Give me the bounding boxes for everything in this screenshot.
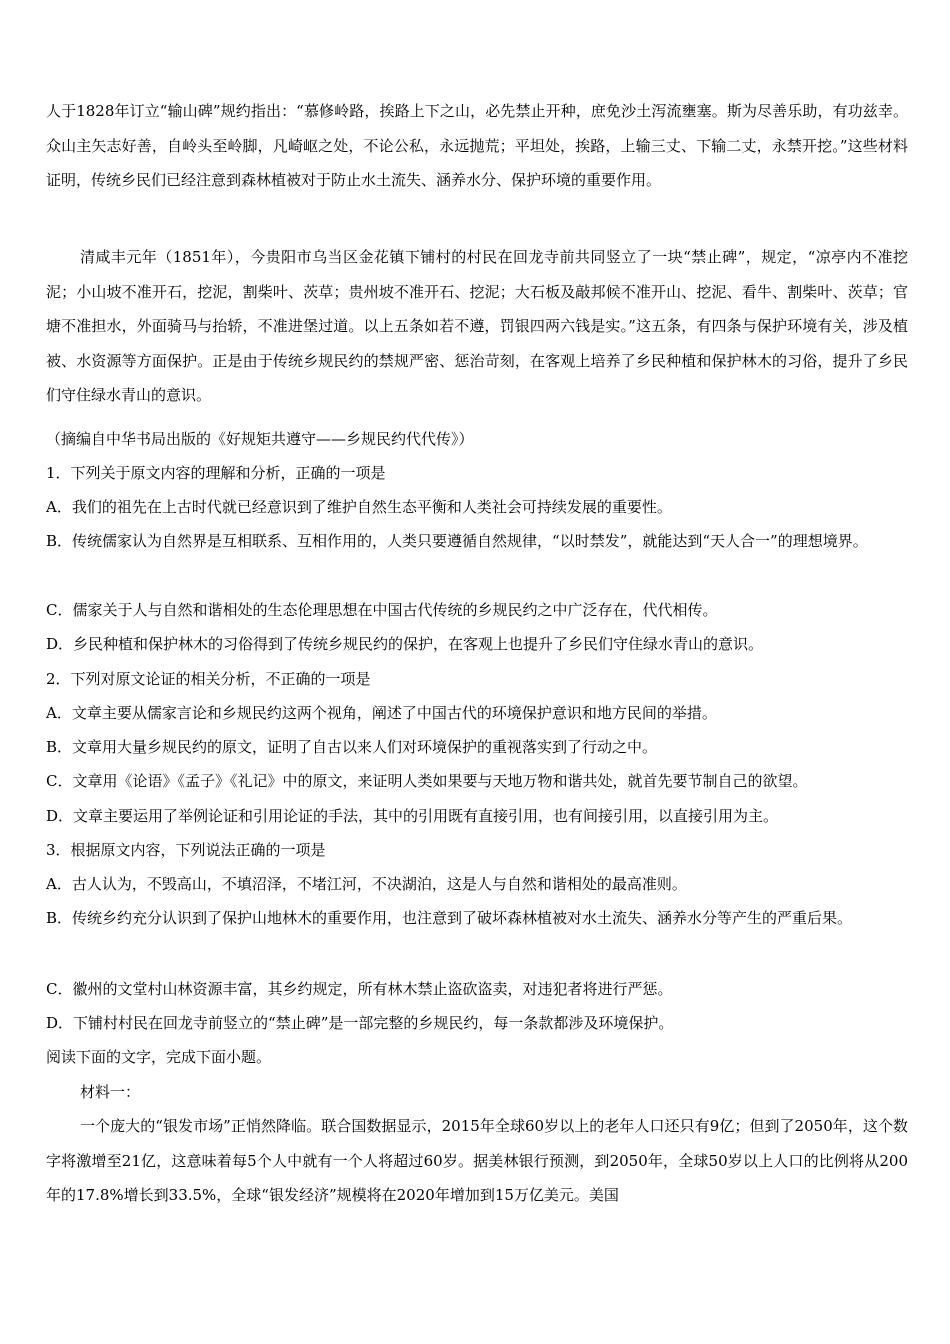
question-3-option-b: B．传统乡约充分认识到了保护山地林木的重要作用，也注意到了破坏森林植被对水土流失、涵养水分等产生的严重后果。	[46, 909, 853, 927]
question-1-option-a: A．我们的祖先在上古时代就已经意识到了维护自然生态平衡和人类社会可持续发展的重要性。	[46, 498, 672, 516]
question-2-option-d: D．文章主要运用了举例论证和引用论证的手法，其中的引用既有直接引用，也有间接引用，以直接引用为主。	[46, 807, 779, 825]
question-3-stem: 3．根据原文内容，下列说法正确的一项是	[46, 841, 326, 859]
question-3-option-c: C．徽州的文堂村山林资源丰富，其乡约规定，所有林木禁止盗砍盗卖，对违犯者将进行严惩。	[46, 980, 673, 998]
question-2-option-a: A．文章主要从儒家言论和乡规民约这两个视角，阐述了中国古代的环境保护意识和地方民间的举措。	[46, 704, 717, 722]
question-1-option-b: B．传统儒家认为自然界是互相联系、互相作用的，人类只要遵循自然规律，“以时禁发”，就能达到“天人合一”的理想境界。	[46, 532, 868, 550]
question-3-option-a: A．古人认为，不毁高山，不填沼泽，不堵江河，不决湖泊，这是人与自然和谐相处的最高准则。	[46, 875, 687, 893]
reading-instruction: 阅读下面的文字，完成下面小题。	[46, 1048, 272, 1066]
passage-paragraph-1: 人于1828年订立“输山碑”规约指出：“慕修岭路，挨路上下之山，必先禁止开种，庶免沙土泻流壅塞。斯为尽善乐助，有功兹幸。众山主矢志好善，自岭头至岭脚，凡崎岖之处，不论公私，永远抛荒；平坦处，挨路，上输三丈、下输二丈，永禁开挖。”这些材料证明，传统乡民们已经注意到森林植被对于防止水土流失、涵养水分、保护环境的重要作用。	[46, 102, 908, 189]
question-1-option-d: D．乡民种植和保护林木的习俗得到了传统乡规民约的保护，在客观上也提升了乡民们守住绿水青山的意识。	[46, 635, 764, 653]
material-paragraph: 一个庞大的“银发市场”正悄然降临。联合国数据显示，2015年全球60岁以上的老年人口还只有9亿；但到了2050年，这个数字将激增至21亿，这意味着每5个人中就有一个人将超过60岁。据美林银行预测，到2050年，全球50岁以上人口的比例将从200年的17.8%增长到33.5%，全球“银发经济”规模将在2020年增加到15万亿美元。美国	[46, 1117, 908, 1204]
question-2-option-b: B．文章用大量乡规民约的原文，证明了自古以来人们对环境保护的重视落实到了行动之中。	[46, 738, 658, 756]
passage-paragraph-2: 清咸丰元年（1851年），今贵阳市乌当区金花镇下铺村的村民在回龙寺前共同竖立了一块“禁止碑”，规定，“凉亭内不准挖泥；小山坡不准开石，挖泥，割柴叶、茨草；贵州坡不准开石、挖泥；大石板及敲邦候不准开山、挖泥、看牛、割柴叶、茨草；官塘不准担水，外面骑马与抬轿，不准进堡过道。以上五条如若不遵，罚银四两六钱是实。”这五条，有四条与保护环境有关，涉及植被、水资源等方面保护。正是由于传统乡规民约的禁规严密、惩治苛刻，在客观上培养了乡民种植和保护林木的习俗，提升了乡民们守住绿水青山的意识。	[46, 248, 908, 404]
question-1-stem: 1．下列关于原文内容的理解和分析，正确的一项是	[46, 464, 386, 482]
question-3-option-d: D．下铺村村民在回龙寺前竖立的“禁止碑”是一部完整的乡规民约，每一条款都涉及环境保护。	[46, 1014, 674, 1032]
question-1-option-c: C．儒家关于人与自然和谐相处的生态伦理思想在中国古代传统的乡规民约之中广泛存在，代代相传。	[46, 601, 718, 619]
question-2-stem: 2．下列对原文论证的相关分析，不正确的一项是	[46, 670, 371, 688]
material-label: 材料一：	[80, 1083, 141, 1101]
passage-source: （摘编自中华书局出版的《好规矩共遵守——乡规民约代代传》）	[46, 430, 474, 448]
question-2-option-c: C．文章用《论语》《孟子》《礼记》中的原文，来证明人类如果要与天地万物和谐共处，就首先要节制自己的欲望。	[46, 772, 808, 790]
